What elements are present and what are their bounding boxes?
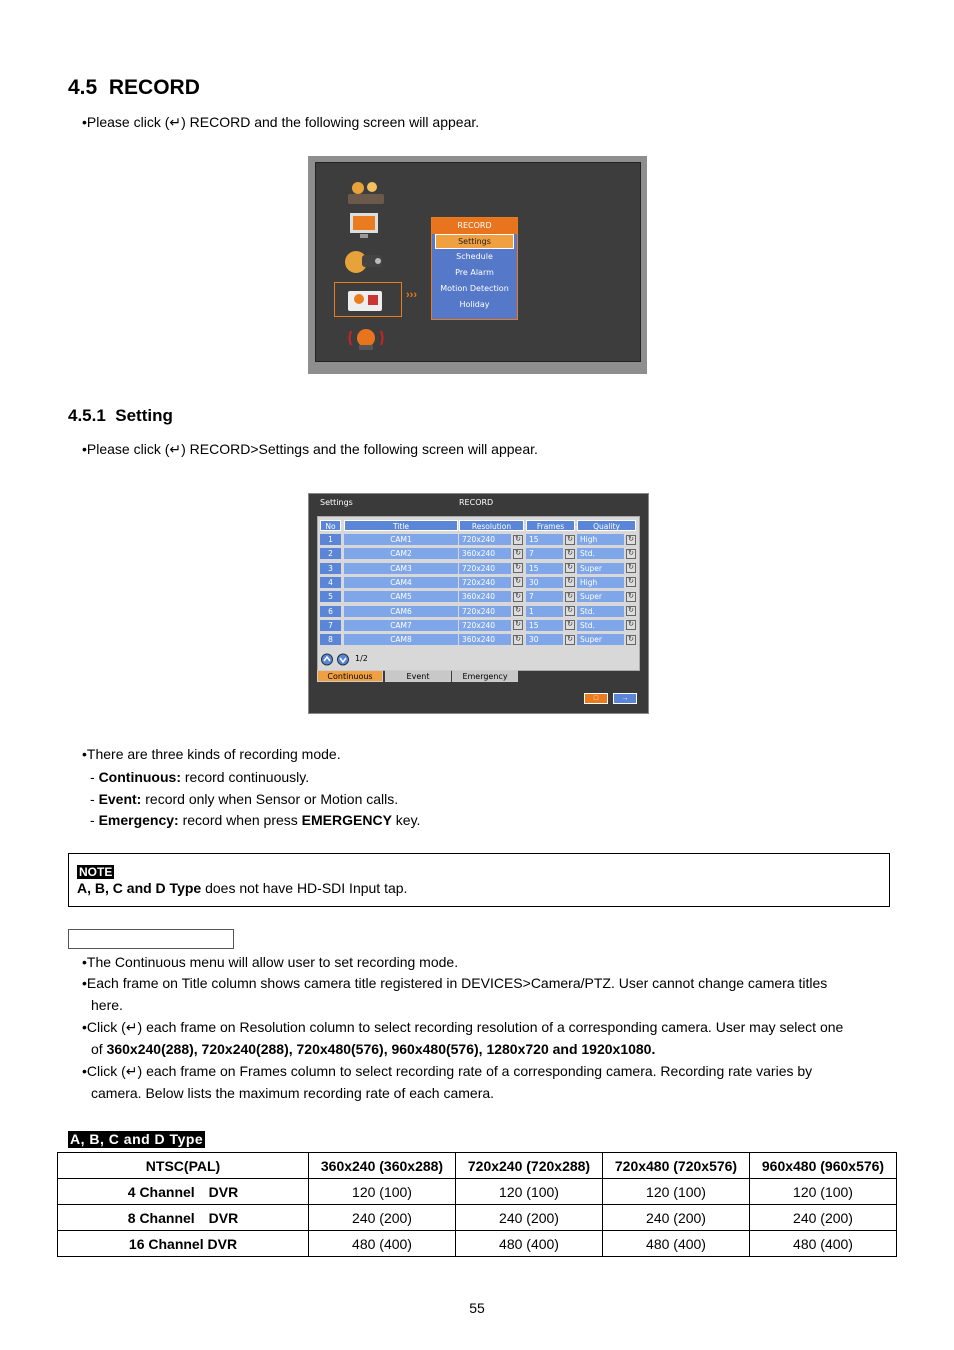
submenu-header: RECORD — [432, 218, 517, 234]
bullet-frames-column: • Click (↵) each frame on Frames column to select recording rate of a corresponding camera. Recording rate varies by — [82, 1063, 812, 1079]
table-cell: 120 (100) — [603, 1179, 750, 1205]
table-cell: 240 (200) — [750, 1205, 897, 1231]
type-tag: A, B, C and D Type — [70, 1131, 204, 1147]
alarm-icon — [348, 323, 388, 353]
modes-intro: • There are three kinds of recording mode. — [82, 746, 341, 762]
display-icon — [346, 211, 386, 241]
resolution-spin-icon[interactable]: ↻ — [513, 592, 523, 602]
table-cell: 120 (100) — [309, 1179, 456, 1205]
col-no: No — [320, 520, 341, 531]
resolution-spin-icon[interactable]: ↻ — [513, 563, 523, 573]
col-title: Title — [344, 520, 458, 531]
row-quality[interactable]: Std. — [577, 548, 624, 559]
table-header: NTSC(PAL) — [58, 1153, 309, 1179]
row-resolution[interactable]: 720x240 — [459, 577, 511, 588]
row-quality[interactable]: Std. — [577, 606, 624, 617]
row-title: CAM4 — [344, 577, 458, 588]
table-cell: 240 (200) — [456, 1205, 603, 1231]
record-icon — [346, 285, 386, 315]
row-resolution[interactable]: 360x240 — [459, 591, 511, 602]
quality-spin-icon[interactable]: ↻ — [626, 563, 636, 573]
table-cell: 480 (400) — [603, 1231, 750, 1257]
table-cell: 120 (100) — [456, 1179, 603, 1205]
row-resolution[interactable]: 720x240 — [459, 563, 511, 574]
submenu-item-schedule[interactable]: Schedule — [456, 252, 493, 261]
row-no: 8 — [320, 634, 341, 645]
table-header: 720x480 (720x576) — [603, 1153, 750, 1179]
bullet-continuous-menu: • The Continuous menu will allow user to set recording mode. — [82, 954, 458, 970]
row-no: 1 — [320, 534, 341, 545]
quality-spin-icon[interactable]: ↻ — [626, 577, 636, 587]
row-title: CAM8 — [344, 634, 458, 645]
row-resolution[interactable]: 720x240 — [459, 606, 511, 617]
resolution-spin-icon[interactable]: ↻ — [513, 549, 523, 559]
settings-label: Settings — [320, 498, 353, 507]
record-menu-screenshot — [308, 156, 647, 374]
frames-spin-icon[interactable]: ↻ — [565, 535, 575, 545]
row-resolution[interactable]: 720x240 — [459, 620, 511, 631]
row-quality[interactable]: Super — [577, 634, 624, 645]
table-row — [58, 1231, 897, 1257]
frames-spin-icon[interactable]: ↻ — [565, 549, 575, 559]
record-submenu — [431, 217, 518, 320]
resolution-spin-icon[interactable]: ↻ — [513, 606, 523, 616]
row-no: 3 — [320, 563, 341, 574]
row-title: CAM2 — [344, 548, 458, 559]
table-cell: 480 (400) — [456, 1231, 603, 1257]
page-indicator: 1/2 — [355, 654, 368, 663]
empty-label-box — [68, 929, 234, 949]
resolution-spin-icon[interactable]: ↻ — [513, 635, 523, 645]
page-number: 55 — [469, 1300, 485, 1316]
settings-panel — [317, 516, 640, 671]
bullet-title-column-cont: here. — [91, 997, 123, 1013]
devices-icon — [344, 245, 384, 275]
row-no: 2 — [320, 548, 341, 559]
row-title: CAM5 — [344, 591, 458, 602]
save-button[interactable]: □ — [584, 693, 608, 704]
submenu-item-motion-detection[interactable]: Motion Detection — [440, 284, 509, 293]
row-frames[interactable]: 30 — [526, 634, 563, 645]
section-title: 4.5 RECORD — [68, 76, 200, 99]
table-header-row — [58, 1153, 897, 1179]
note-tag: NOTE — [79, 865, 113, 879]
submenu-item-holiday[interactable]: Holiday — [459, 300, 490, 309]
row-label: 4 Channel DVR — [58, 1179, 309, 1205]
settings-screenshot — [308, 493, 649, 714]
row-resolution[interactable]: 360x240 — [459, 548, 511, 559]
quality-spin-icon[interactable]: ↻ — [626, 549, 636, 559]
mode-continuous: - Continuous: record continuously. — [90, 769, 310, 785]
submenu-arrows: ››› — [406, 289, 417, 301]
table-header: 360x240 (360x288) — [309, 1153, 456, 1179]
quality-spin-icon[interactable]: ↻ — [626, 592, 636, 602]
row-resolution[interactable]: 360x240 — [459, 634, 511, 645]
row-frames[interactable]: 30 — [526, 577, 563, 588]
row-frames[interactable]: 7 — [526, 591, 563, 602]
row-quality[interactable]: High — [577, 577, 624, 588]
subsection-intro: • Please click (↵) RECORD>Settings and the following screen will appear. — [82, 441, 538, 457]
table-header: 960x480 (960x576) — [750, 1153, 897, 1179]
table-cell: 480 (400) — [750, 1231, 897, 1257]
row-quality[interactable]: High — [577, 534, 624, 545]
exit-button[interactable]: → — [613, 693, 637, 704]
quality-spin-icon[interactable]: ↻ — [626, 635, 636, 645]
quality-spin-icon[interactable]: ↻ — [626, 606, 636, 616]
tab-emergency[interactable]: Emergency — [452, 670, 518, 682]
mode-emergency: - Emergency: record when press EMERGENCY key. — [90, 812, 421, 828]
subsection-title: 4.5.1 Setting — [68, 406, 173, 425]
quality-spin-icon[interactable]: ↻ — [626, 535, 636, 545]
row-frames[interactable]: 1 — [526, 606, 563, 617]
table-cell: 240 (200) — [309, 1205, 456, 1231]
row-frames[interactable]: 15 — [526, 563, 563, 574]
row-title: CAM6 — [344, 606, 458, 617]
row-no: 6 — [320, 606, 341, 617]
frames-spin-icon[interactable]: ↻ — [565, 620, 575, 630]
table-cell: 240 (200) — [603, 1205, 750, 1231]
row-quality[interactable]: Std. — [577, 620, 624, 631]
col-resolution: Resolution — [459, 520, 524, 531]
row-no: 7 — [320, 620, 341, 631]
row-no: 4 — [320, 577, 341, 588]
note-text: A, B, C and D Type does not have HD-SDI Input tap. — [77, 880, 408, 896]
resolution-spin-icon[interactable]: ↻ — [513, 620, 523, 630]
bullet-title-column: • Each frame on Title column shows camera title registered in DEVICES>Camera/PTZ. User cannot change camera titles — [82, 975, 827, 991]
row-resolution[interactable]: 720x240 — [459, 534, 511, 545]
note-box — [68, 853, 890, 907]
row-quality[interactable]: Super — [577, 563, 624, 574]
resolution-spin-icon[interactable]: ↻ — [513, 577, 523, 587]
table-cell: 120 (100) — [750, 1179, 897, 1205]
resolution-spin-icon[interactable]: ↻ — [513, 535, 523, 545]
bullet-frames-column-cont: camera. Below lists the maximum recording rate of each camera. — [91, 1085, 495, 1101]
system-icon — [346, 178, 386, 208]
col-quality: Quality — [577, 520, 636, 531]
submenu-item-pre-alarm[interactable]: Pre Alarm — [455, 268, 494, 277]
submenu-item-settings[interactable]: Settings — [435, 234, 514, 249]
table-row — [58, 1179, 897, 1205]
table-cell: 480 (400) — [309, 1231, 456, 1257]
tab-continuous[interactable]: Continuous — [317, 670, 383, 682]
quality-spin-icon[interactable]: ↻ — [626, 620, 636, 630]
frames-spin-icon[interactable]: ↻ — [565, 606, 575, 616]
section-intro: • Please click (↵) RECORD and the following screen will appear. — [82, 114, 479, 130]
table-header: 720x240 (720x288) — [456, 1153, 603, 1179]
bullet-resolution-column: • Click (↵) each frame on Resolution column to select recording resolution of a corresponding camera. User may select one — [82, 1019, 843, 1035]
row-frames[interactable]: 15 — [526, 534, 563, 545]
row-title: CAM1 — [344, 534, 458, 545]
row-title: CAM7 — [344, 620, 458, 631]
col-frames: Frames — [526, 520, 575, 531]
bullet-resolution-options: of 360x240(288), 720x240(288), 720x480(576), 960x480(576), 1280x720 and 1920x1080. — [91, 1041, 656, 1057]
row-label: 16 Channel DVR — [58, 1231, 309, 1257]
table-row — [58, 1205, 897, 1231]
row-title: CAM3 — [344, 563, 458, 574]
row-frames[interactable]: 15 — [526, 620, 563, 631]
row-label: 8 Channel DVR — [58, 1205, 309, 1231]
row-no: 5 — [320, 591, 341, 602]
mode-event: - Event: record only when Sensor or Motion calls. — [90, 791, 399, 807]
record-label: RECORD — [459, 498, 494, 507]
frames-spin-icon[interactable]: ↻ — [565, 563, 575, 573]
frames-spin-icon[interactable]: ↻ — [565, 577, 575, 587]
row-frames[interactable]: 7 — [526, 548, 563, 559]
row-quality[interactable]: Super — [577, 591, 624, 602]
tab-event[interactable]: Event — [385, 670, 451, 682]
recording-rate-table — [57, 1152, 897, 1257]
frames-spin-icon[interactable]: ↻ — [565, 635, 575, 645]
page-nav-icons[interactable] — [321, 653, 351, 666]
frames-spin-icon[interactable]: ↻ — [565, 592, 575, 602]
